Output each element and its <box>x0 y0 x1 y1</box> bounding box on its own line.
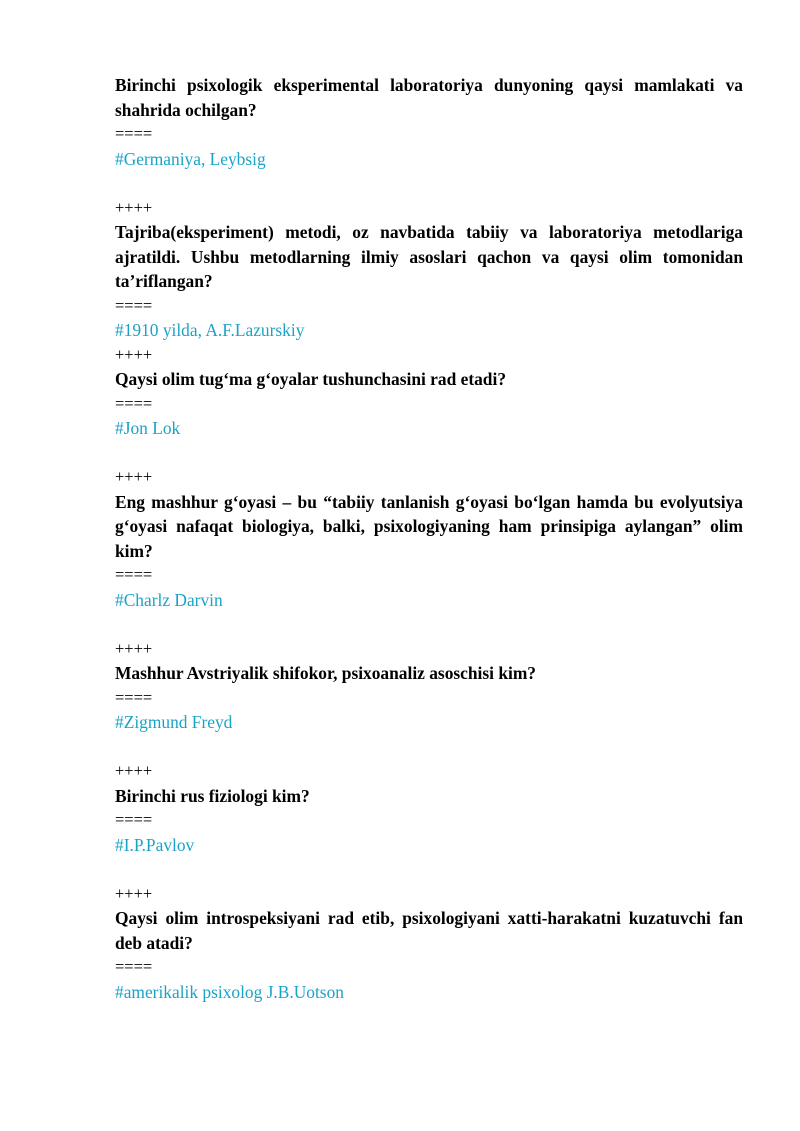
question-text: Eng mashhur g‘oyasi – bu “tabiiy tanlanish g‘oyasi bo‘lgan hamda bu evolyutsiya g‘oyasi nafaqat biologiya, balki, psixologiyaning ham prinsipiga aylangan” olim kim? <box>115 491 743 561</box>
question-marker: ++++ <box>115 197 153 217</box>
question-text: Tajriba(eksperiment) metodi, oz navbatida tabiiy va laboratoriya metodlariga ajratildi. Ushbu metodlarning ilmiy asoslari qachon va qaysi olim tomonidan ta’riflangan? <box>115 222 743 291</box>
blank-line <box>115 857 743 882</box>
answer-separator: ==== <box>115 295 153 315</box>
document-page <box>115 73 743 1004</box>
blank-line <box>115 612 743 637</box>
answer-text: #I.P.Pavlov <box>115 834 195 855</box>
question-text: Qaysi olim introspeksiyani rad etib, psixologiyani xatti-harakatni kuzatuvchi fan deb atadi? <box>115 908 743 953</box>
question-marker: ++++ <box>115 883 153 903</box>
question-marker: ++++ <box>115 638 153 658</box>
answer-separator: ==== <box>115 957 153 976</box>
answer-text: #amerikalik psixolog J.B.Uotson <box>115 981 344 1002</box>
blank-line <box>115 441 743 466</box>
question-text: Birinchi psixologik eksperimental laboratoriya dunyoning qaysi mamlakati va shahrida ochilgan? <box>115 75 743 120</box>
blank-line <box>115 171 743 196</box>
answer-text: #Germaniya, Leybsig <box>115 148 266 169</box>
blank-line <box>115 735 743 760</box>
answer-separator: ==== <box>115 124 153 143</box>
answer-text: #Charlz Darvin <box>115 589 223 610</box>
question-text: Mashhur Avstriyalik shifokor, psixoanaliz asoschisi kim? <box>115 663 537 683</box>
answer-separator: ==== <box>115 393 153 413</box>
answer-separator: ==== <box>115 810 153 829</box>
answer-separator: ==== <box>115 565 153 584</box>
question-marker: ++++ <box>115 344 153 364</box>
answer-separator: ==== <box>115 687 153 707</box>
question-marker: ++++ <box>115 761 153 780</box>
question-marker: ++++ <box>115 467 153 486</box>
question-text: Qaysi olim tug‘ma g‘oyalar tushunchasini rad etadi? <box>115 369 507 389</box>
answer-text: #Jon Lok <box>115 418 181 438</box>
question-text: Birinchi rus fiziologi kim? <box>115 785 310 806</box>
answer-text: #Zigmund Freyd <box>115 712 233 732</box>
answer-text: #1910 yilda, A.F.Lazurskiy <box>115 320 305 340</box>
